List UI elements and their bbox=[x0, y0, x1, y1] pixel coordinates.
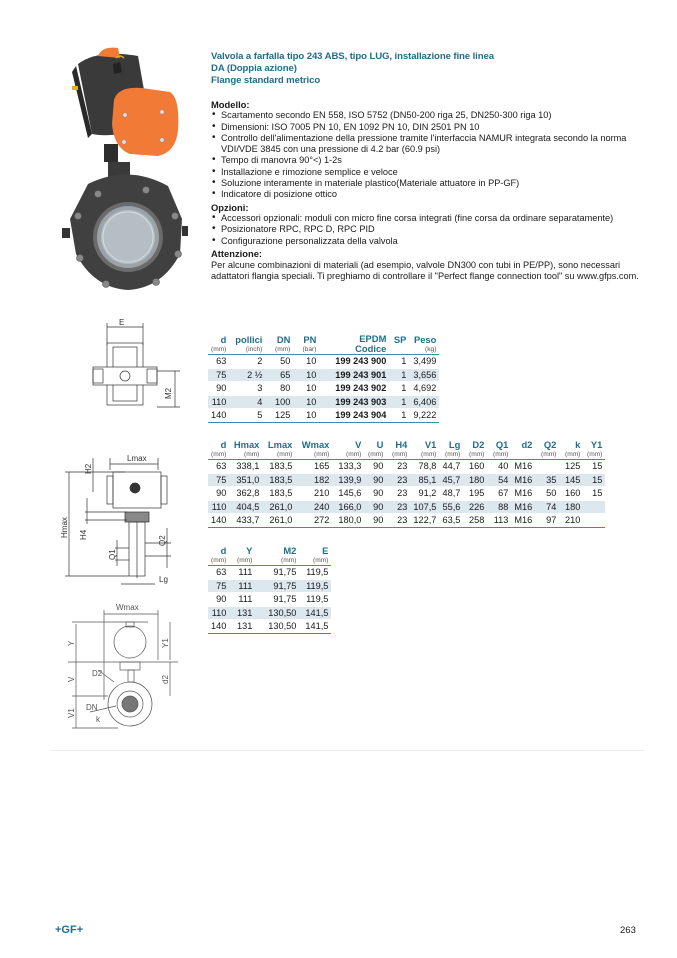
table-cell: 195 bbox=[463, 487, 487, 501]
table-cell: 199 243 901 bbox=[319, 368, 389, 382]
table-cell: 107,5 bbox=[410, 500, 439, 514]
column-header bbox=[463, 440, 487, 460]
column-label: H4 bbox=[395, 439, 408, 450]
table-cell: 133,3 bbox=[332, 460, 364, 474]
column-unit: (mm) bbox=[368, 451, 384, 458]
table-cell bbox=[583, 500, 605, 514]
table-cell: 90 bbox=[364, 473, 386, 487]
table-cell: 10 bbox=[293, 368, 319, 382]
column-unit: (mm) bbox=[493, 451, 509, 458]
column-header bbox=[389, 334, 409, 355]
dim-label-lg: Lg bbox=[159, 575, 168, 584]
dim-label-hmax: Hmax bbox=[60, 517, 69, 538]
column-label: d2 bbox=[521, 439, 533, 450]
table-row bbox=[208, 473, 605, 487]
table-cell: 78,8 bbox=[410, 460, 439, 474]
table-cell: 23 bbox=[386, 460, 410, 474]
table-cell: 90 bbox=[208, 593, 229, 607]
column-unit: (mm) bbox=[392, 451, 408, 458]
table-cell: 131 bbox=[229, 620, 255, 634]
dim-label-e: E bbox=[119, 318, 125, 327]
table-cell: 111 bbox=[229, 593, 255, 607]
table-cell: 15 bbox=[583, 487, 605, 501]
table-cell bbox=[535, 460, 559, 474]
table-cell: 91,75 bbox=[255, 593, 299, 607]
title-line-1: Valvola a farfalla tipo 243 ABS, tipo LUG, installazione fine linea bbox=[211, 51, 494, 62]
dim-label-d2-upper: D2 bbox=[92, 669, 103, 678]
table-cell: 75 bbox=[208, 579, 229, 593]
dim-label-y1: Y1 bbox=[161, 638, 170, 648]
column-unit: (mm) bbox=[421, 451, 437, 458]
table-cell: 113 bbox=[487, 514, 511, 528]
column-unit: (kg) bbox=[425, 346, 437, 353]
table-cell: 125 bbox=[559, 460, 583, 474]
product-photo bbox=[58, 44, 193, 294]
column-unit bbox=[514, 450, 532, 459]
table-cell: 1 bbox=[389, 355, 409, 369]
table-cell: 110 bbox=[208, 606, 229, 620]
modello-item: • Tempo di manovra 90°<) 1-2s bbox=[211, 155, 641, 166]
column-header bbox=[255, 546, 299, 566]
modello-item: • Scartamento secondo EN 558, ISO 5752 (DN50-200 riga 25, DN250-300 riga 10) bbox=[211, 110, 641, 121]
table-cell: 3,499 bbox=[409, 355, 439, 369]
table-row bbox=[208, 514, 605, 528]
opzioni-list bbox=[211, 213, 641, 247]
modello-list bbox=[211, 110, 641, 200]
column-header bbox=[293, 334, 319, 355]
column-unit: (mm) bbox=[346, 451, 362, 458]
table-cell: 183,5 bbox=[262, 487, 295, 501]
table-cell: 119,5 bbox=[299, 593, 331, 607]
table-row bbox=[208, 579, 331, 593]
table-cell: 111 bbox=[229, 579, 255, 593]
table-cell: 210 bbox=[295, 487, 332, 501]
column-header bbox=[409, 334, 439, 355]
product-description bbox=[211, 98, 641, 283]
table-cell: 75 bbox=[208, 368, 229, 382]
table-cell: 362,8 bbox=[229, 487, 262, 501]
opzioni-item: • Posizionatore RPC, RPC D, RPC PID bbox=[211, 224, 641, 235]
table-cell: 45,7 bbox=[439, 473, 463, 487]
table-cell: 338,1 bbox=[229, 460, 262, 474]
table-cell: 199 243 903 bbox=[319, 395, 389, 409]
dimensions-table bbox=[208, 440, 605, 528]
modello-item: • Controllo dell'alimentazione della pressione tramite l'interfaccia NAMUR integrata secondo la norma VDI/VDE 3845 con una pressione di 4.2 bar (60.9 psi) bbox=[211, 133, 641, 156]
table-cell: 160 bbox=[463, 460, 487, 474]
table-cell: 5 bbox=[229, 409, 265, 423]
table-row bbox=[208, 409, 439, 423]
column-unit: (mm) bbox=[541, 451, 557, 458]
table-cell: 90 bbox=[208, 382, 229, 396]
column-header bbox=[299, 546, 331, 566]
table-cell: 210 bbox=[559, 514, 583, 528]
column-header bbox=[319, 334, 389, 355]
table-cell: 111 bbox=[229, 566, 255, 580]
order-code-table bbox=[208, 334, 439, 423]
page-number: 263 bbox=[620, 925, 636, 936]
attenzione-text: Per alcune combinazioni di materiali (ad esempio, valvole DN300 con tubi in PE/PP), sono necessari adattatori flangia speciali. Ti preghiamo di controllare il "Perfect flange connection tool" su www.gfps.com. bbox=[211, 260, 639, 282]
table-cell: M16 bbox=[511, 500, 535, 514]
column-header bbox=[262, 440, 295, 460]
table-cell: M16 bbox=[511, 473, 535, 487]
table-cell: 91,2 bbox=[410, 487, 439, 501]
column-header bbox=[487, 440, 511, 460]
dim-label-h4: H4 bbox=[79, 529, 88, 540]
table-cell: 131 bbox=[229, 606, 255, 620]
title-line-3: Flange standard metrico bbox=[211, 75, 321, 86]
column-header bbox=[208, 546, 229, 566]
column-unit: (bar) bbox=[302, 346, 317, 353]
table-cell: 145 bbox=[559, 473, 583, 487]
modello-heading: Modello: bbox=[211, 99, 250, 110]
table-cell: 261,0 bbox=[262, 500, 295, 514]
table-cell: 3,656 bbox=[409, 368, 439, 382]
table-cell: 50 bbox=[535, 487, 559, 501]
table-cell: 44,7 bbox=[439, 460, 463, 474]
opzioni-item: • Configurazione personalizzata della valvola bbox=[211, 236, 641, 247]
table-cell: 54 bbox=[487, 473, 511, 487]
column-header bbox=[559, 440, 583, 460]
column-label: d bbox=[220, 545, 227, 556]
top-view-drawing bbox=[85, 315, 195, 415]
column-unit: (mm) bbox=[237, 557, 253, 564]
table-cell: 63,5 bbox=[439, 514, 463, 528]
column-label: Q2 bbox=[543, 439, 557, 450]
table-cell: 166,0 bbox=[332, 500, 364, 514]
table-cell: 199 243 902 bbox=[319, 382, 389, 396]
stem bbox=[104, 144, 118, 162]
table-cell: 261,0 bbox=[262, 514, 295, 528]
table-cell: 65 bbox=[265, 368, 293, 382]
table-cell: 90 bbox=[364, 460, 386, 474]
table-cell: 141,5 bbox=[299, 620, 331, 634]
table-cell: 10 bbox=[293, 382, 319, 396]
modello-item: • Indicatore di posizione ottico bbox=[211, 189, 641, 200]
product-title bbox=[211, 51, 641, 87]
column-label: M2 bbox=[283, 545, 297, 556]
column-label: d bbox=[220, 439, 227, 450]
column-unit: (mm) bbox=[211, 451, 227, 458]
column-label: V1 bbox=[424, 439, 437, 450]
dim-label-k: k bbox=[96, 715, 100, 724]
actuator-dimensions-table bbox=[208, 546, 331, 634]
column-header bbox=[410, 440, 439, 460]
table-cell: 125 bbox=[265, 409, 293, 423]
table-cell: 140 bbox=[208, 620, 229, 634]
column-header bbox=[229, 334, 265, 355]
dim-label-lmax: Lmax bbox=[127, 454, 147, 463]
table-cell: 119,5 bbox=[299, 566, 331, 580]
table-cell: 145,6 bbox=[332, 487, 364, 501]
table-cell: 91,75 bbox=[255, 579, 299, 593]
column-label: EPDM bbox=[359, 333, 387, 344]
column-label-2: Codice bbox=[355, 343, 387, 354]
front-view-drawing bbox=[58, 600, 198, 730]
table-cell bbox=[583, 514, 605, 528]
table-cell: 130,50 bbox=[255, 606, 299, 620]
actuator-cover bbox=[112, 88, 178, 156]
table-cell: 90 bbox=[364, 514, 386, 528]
table-cell: 119,5 bbox=[299, 579, 331, 593]
table-cell: 85,1 bbox=[410, 473, 439, 487]
column-label: SP bbox=[393, 334, 407, 345]
table-row bbox=[208, 460, 605, 474]
column-label: Q1 bbox=[495, 439, 509, 450]
table-cell: 183,5 bbox=[262, 460, 295, 474]
table-cell: 4,692 bbox=[409, 382, 439, 396]
table-cell: 160 bbox=[559, 487, 583, 501]
column-label: PN bbox=[303, 334, 317, 345]
column-header bbox=[295, 440, 332, 460]
column-header bbox=[386, 440, 410, 460]
table-cell: 140 bbox=[208, 409, 229, 423]
column-header bbox=[535, 440, 559, 460]
dim-label-dn: DN bbox=[86, 703, 98, 712]
table-cell: 90 bbox=[364, 487, 386, 501]
column-label: DN bbox=[276, 334, 291, 345]
column-label: d bbox=[220, 334, 227, 345]
column-label: Peso bbox=[413, 334, 437, 345]
table-row bbox=[208, 395, 439, 409]
column-header bbox=[511, 440, 535, 460]
column-unit bbox=[392, 345, 406, 354]
table-cell: 50 bbox=[265, 355, 293, 369]
dim-label-q1: Q1 bbox=[108, 549, 117, 560]
column-header bbox=[265, 334, 293, 355]
title-line-2: DA (Doppia azione) bbox=[211, 63, 297, 74]
table-cell: 180 bbox=[559, 500, 583, 514]
column-header bbox=[208, 334, 229, 355]
table-cell: 90 bbox=[208, 487, 229, 501]
table-cell: 40 bbox=[487, 460, 511, 474]
column-header bbox=[332, 440, 364, 460]
column-unit: (mm) bbox=[565, 451, 581, 458]
table-cell: 139,9 bbox=[332, 473, 364, 487]
table-cell: 88 bbox=[487, 500, 511, 514]
modello-item: • Soluzione interamente in materiale plastico(Materiale attuatore in PP-GF) bbox=[211, 178, 641, 189]
table-cell: 404,5 bbox=[229, 500, 262, 514]
column-header bbox=[583, 440, 605, 460]
table-row bbox=[208, 620, 331, 634]
table-cell: 10 bbox=[293, 355, 319, 369]
column-unit: (mm) bbox=[445, 451, 461, 458]
table-cell: 140 bbox=[208, 514, 229, 528]
column-label: D2 bbox=[472, 439, 485, 450]
table-row bbox=[208, 500, 605, 514]
column-unit: (mm) bbox=[313, 557, 329, 564]
table-cell: 240 bbox=[295, 500, 332, 514]
table-cell: 199 243 900 bbox=[319, 355, 389, 369]
column-header bbox=[229, 440, 262, 460]
modello-item: • Installazione e rimozione semplice e veloce bbox=[211, 167, 641, 178]
table-cell: 90 bbox=[364, 500, 386, 514]
column-unit: (mm) bbox=[587, 451, 603, 458]
gf-logo: +GF+ bbox=[55, 924, 84, 936]
table-cell: 74 bbox=[535, 500, 559, 514]
column-label: k bbox=[575, 439, 581, 450]
table-cell: 9,222 bbox=[409, 409, 439, 423]
table-cell: 91,75 bbox=[255, 566, 299, 580]
column-label: V bbox=[355, 439, 362, 450]
table-cell: 182 bbox=[295, 473, 332, 487]
valve-body bbox=[62, 174, 188, 290]
column-label: E bbox=[322, 545, 329, 556]
table-cell: 141,5 bbox=[299, 606, 331, 620]
table-cell: 226 bbox=[463, 500, 487, 514]
table-row bbox=[208, 355, 439, 369]
column-unit: (mm) bbox=[314, 451, 330, 458]
table-cell: 23 bbox=[386, 473, 410, 487]
attenzione-heading: Attenzione: bbox=[211, 247, 263, 259]
table-cell: 180 bbox=[463, 473, 487, 487]
column-unit: (mm) bbox=[275, 346, 291, 353]
modello-item: • Dimensioni: ISO 7005 PN 10, EN 1092 PN 10, DIN 2501 PN 10 bbox=[211, 122, 641, 133]
table-cell: 10 bbox=[293, 395, 319, 409]
dim-label-d2-lower: d2 bbox=[161, 675, 170, 684]
column-unit: (mm) bbox=[281, 557, 297, 564]
column-label: Wmax bbox=[301, 439, 330, 450]
table-cell: 1 bbox=[389, 382, 409, 396]
table-cell: 75 bbox=[208, 473, 229, 487]
table-cell: 35 bbox=[535, 473, 559, 487]
column-header bbox=[364, 440, 386, 460]
table-row bbox=[208, 593, 331, 607]
dim-label-m2: M2 bbox=[164, 387, 173, 399]
column-label: pollici bbox=[235, 334, 263, 345]
dim-label-wmax: Wmax bbox=[116, 603, 139, 612]
table-cell: 165 bbox=[295, 460, 332, 474]
table-cell: 272 bbox=[295, 514, 332, 528]
table-cell: 23 bbox=[386, 487, 410, 501]
table-row bbox=[208, 606, 331, 620]
table-cell: 15 bbox=[583, 473, 605, 487]
column-unit: (mm) bbox=[211, 557, 227, 564]
table-cell: 2 bbox=[229, 355, 265, 369]
dim-label-h2: H2 bbox=[84, 463, 93, 474]
table-cell: 130,50 bbox=[255, 620, 299, 634]
column-header bbox=[208, 440, 229, 460]
table-row bbox=[208, 382, 439, 396]
table-cell: 110 bbox=[208, 395, 229, 409]
table-cell: 23 bbox=[386, 500, 410, 514]
column-label: U bbox=[376, 439, 384, 450]
column-label: Lmax bbox=[267, 439, 293, 450]
page-divider bbox=[50, 750, 644, 751]
column-header bbox=[229, 546, 255, 566]
table-cell: 48,7 bbox=[439, 487, 463, 501]
table-cell: 97 bbox=[535, 514, 559, 528]
table-cell: 199 243 904 bbox=[319, 409, 389, 423]
table-row bbox=[208, 487, 605, 501]
table-cell: 122,7 bbox=[410, 514, 439, 528]
column-unit: (mm) bbox=[469, 451, 485, 458]
table-cell: 433,7 bbox=[229, 514, 262, 528]
table-cell: 80 bbox=[265, 382, 293, 396]
column-label: Lg bbox=[448, 439, 461, 450]
table-cell: 4 bbox=[229, 395, 265, 409]
table-cell: M16 bbox=[511, 487, 535, 501]
table-cell: 1 bbox=[389, 368, 409, 382]
table-cell: 100 bbox=[265, 395, 293, 409]
table-row bbox=[208, 566, 331, 580]
dim-label-v: V bbox=[67, 676, 76, 682]
table-cell: 23 bbox=[386, 514, 410, 528]
table-cell: 1 bbox=[389, 409, 409, 423]
table-cell: 63 bbox=[208, 566, 229, 580]
table-cell: 10 bbox=[293, 409, 319, 423]
table-cell: 67 bbox=[487, 487, 511, 501]
table-cell: 2 ½ bbox=[229, 368, 265, 382]
side-view-drawing bbox=[55, 448, 200, 588]
column-unit: (inch) bbox=[245, 346, 263, 353]
table-cell: 15 bbox=[583, 460, 605, 474]
table-cell: M16 bbox=[511, 514, 535, 528]
table-cell: 3 bbox=[229, 382, 265, 396]
column-label: Y bbox=[246, 545, 253, 556]
column-label: Hmax bbox=[233, 439, 260, 450]
dim-label-q2: Q2 bbox=[158, 535, 167, 546]
column-unit: (mm) bbox=[244, 451, 260, 458]
table-cell: 55,6 bbox=[439, 500, 463, 514]
table-cell: 258 bbox=[463, 514, 487, 528]
table-cell: 110 bbox=[208, 500, 229, 514]
column-label: Y1 bbox=[590, 439, 603, 450]
opzioni-heading: Opzioni: bbox=[211, 201, 249, 213]
table-cell: 1 bbox=[389, 395, 409, 409]
table-cell: 63 bbox=[208, 460, 229, 474]
table-cell: 183,5 bbox=[262, 473, 295, 487]
opzioni-item: • Accessori opzionali: moduli con micro fine corsa integrati (fine corsa da ordinare separatamente) bbox=[211, 213, 641, 224]
column-header bbox=[439, 440, 463, 460]
column-unit: (mm) bbox=[211, 346, 227, 353]
table-cell: 351,0 bbox=[229, 473, 262, 487]
dim-label-y: Y bbox=[67, 640, 76, 646]
column-unit: (mm) bbox=[277, 451, 293, 458]
table-cell: 6,406 bbox=[409, 395, 439, 409]
table-cell: 180,0 bbox=[332, 514, 364, 528]
dim-label-v1: V1 bbox=[67, 708, 76, 718]
table-cell: 63 bbox=[208, 355, 229, 369]
table-row bbox=[208, 368, 439, 382]
table-cell: M16 bbox=[511, 460, 535, 474]
